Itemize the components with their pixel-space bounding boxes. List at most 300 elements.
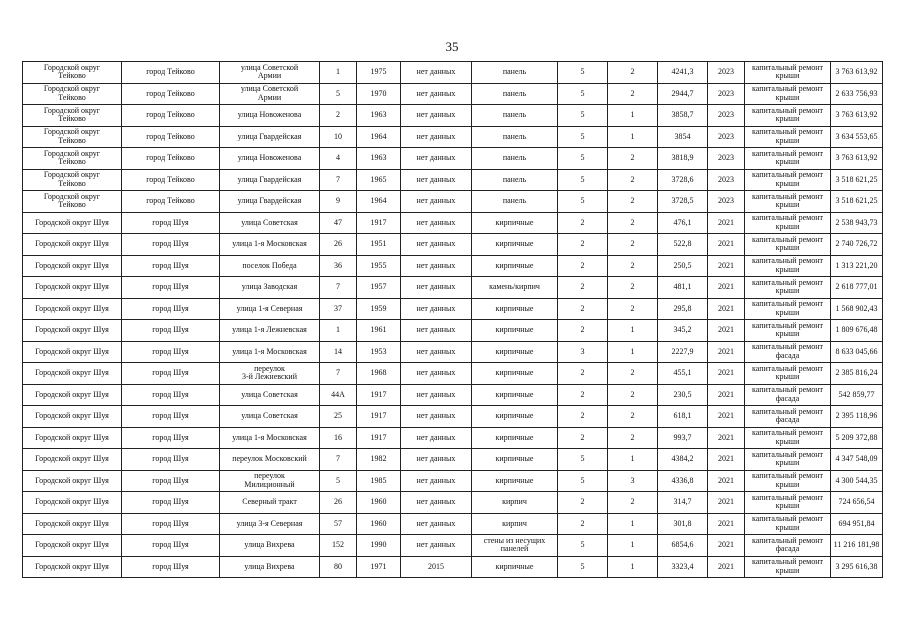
- cell-house-number: 25: [320, 406, 357, 428]
- table-row: [23, 234, 883, 256]
- cell-municipality: Городской округ Шуя: [23, 255, 122, 277]
- cell-wall-material: кирпичные: [472, 255, 558, 277]
- cell-house-number: 44А: [320, 384, 357, 406]
- cell-entrances: 1: [608, 556, 658, 578]
- cell-cost: 1 313 221,20: [831, 255, 883, 277]
- cell-planned-year: 2023: [708, 105, 745, 127]
- cell-planned-year: 2023: [708, 83, 745, 105]
- cell-street: улица Новоженова: [220, 105, 320, 127]
- cell-municipality: Городской округ Шуя: [23, 277, 122, 299]
- cell-work-type: капитальный ремонт крыши: [745, 234, 831, 256]
- cell-year-last-repair: нет данных: [401, 427, 472, 449]
- cell-work-type: капитальный ремонт крыши: [745, 191, 831, 213]
- cell-house-number: 57: [320, 513, 357, 535]
- cell-floors: 5: [558, 83, 608, 105]
- cell-street: улица Вихрева: [220, 535, 320, 557]
- cell-street: улица Новоженова: [220, 148, 320, 170]
- table-row: [23, 449, 883, 471]
- cell-house-number: 9: [320, 191, 357, 213]
- cell-cost: 3 763 613,92: [831, 105, 883, 127]
- cell-year-built: 1963: [357, 148, 401, 170]
- cell-house-number: 37: [320, 298, 357, 320]
- cell-area: 250,5: [658, 255, 708, 277]
- cell-settlement: город Тейково: [122, 83, 220, 105]
- cell-floors: 2: [558, 513, 608, 535]
- table-row: [23, 535, 883, 557]
- cell-area: 3728,6: [658, 169, 708, 191]
- cell-settlement: город Шуя: [122, 384, 220, 406]
- cell-floors: 2: [558, 406, 608, 428]
- cell-year-last-repair: нет данных: [401, 169, 472, 191]
- cell-settlement: город Шуя: [122, 556, 220, 578]
- cell-settlement: город Шуя: [122, 427, 220, 449]
- cell-municipality: Городской округ Шуя: [23, 449, 122, 471]
- cell-planned-year: 2021: [708, 341, 745, 363]
- cell-area: 4241,3: [658, 62, 708, 84]
- cell-area: 993,7: [658, 427, 708, 449]
- cell-wall-material: кирпичные: [472, 427, 558, 449]
- cell-area: 522,8: [658, 234, 708, 256]
- cell-work-type: капитальный ремонт крыши: [745, 212, 831, 234]
- cell-street: улица Советская: [220, 406, 320, 428]
- cell-municipality: Городской округ Шуя: [23, 234, 122, 256]
- cell-planned-year: 2021: [708, 535, 745, 557]
- cell-cost: 2 633 756,93: [831, 83, 883, 105]
- cell-area: 230,5: [658, 384, 708, 406]
- cell-cost: 3 763 613,92: [831, 62, 883, 84]
- cell-entrances: 2: [608, 83, 658, 105]
- cell-year-last-repair: нет данных: [401, 406, 472, 428]
- cell-floors: 5: [558, 535, 608, 557]
- cell-settlement: город Шуя: [122, 535, 220, 557]
- cell-year-built: 1917: [357, 212, 401, 234]
- cell-year-last-repair: нет данных: [401, 148, 472, 170]
- cell-work-type: капитальный ремонт крыши: [745, 492, 831, 514]
- cell-street: переулок Милиционный: [220, 470, 320, 492]
- cell-street: улица Советская: [220, 384, 320, 406]
- cell-municipality: Городской округ Шуя: [23, 212, 122, 234]
- table-row: [23, 470, 883, 492]
- cell-planned-year: 2021: [708, 427, 745, 449]
- cell-street: улица 1-я Лежневская: [220, 320, 320, 342]
- cell-entrances: 2: [608, 363, 658, 385]
- cell-settlement: город Шуя: [122, 234, 220, 256]
- cell-house-number: 5: [320, 83, 357, 105]
- cell-entrances: 1: [608, 105, 658, 127]
- cell-work-type: капитальный ремонт фасада: [745, 535, 831, 557]
- cell-municipality: Городской округ Тейково: [23, 62, 122, 84]
- cell-year-built: 1985: [357, 470, 401, 492]
- cell-work-type: капитальный ремонт крыши: [745, 427, 831, 449]
- cell-floors: 5: [558, 148, 608, 170]
- cell-street: улица Советской Армии: [220, 62, 320, 84]
- cell-street: улица 3-я Северная: [220, 513, 320, 535]
- cell-wall-material: кирпичные: [472, 212, 558, 234]
- cell-street: улица Гвардейская: [220, 169, 320, 191]
- cell-cost: 3 518 621,25: [831, 169, 883, 191]
- cell-year-last-repair: нет данных: [401, 212, 472, 234]
- cell-work-type: капитальный ремонт крыши: [745, 363, 831, 385]
- cell-entrances: 2: [608, 384, 658, 406]
- cell-house-number: 2: [320, 105, 357, 127]
- cell-year-built: 1955: [357, 255, 401, 277]
- cell-area: 3858,7: [658, 105, 708, 127]
- cell-area: 2944,7: [658, 83, 708, 105]
- table-row: [23, 83, 883, 105]
- cell-area: 301,8: [658, 513, 708, 535]
- cell-planned-year: 2023: [708, 169, 745, 191]
- cell-cost: 724 656,54: [831, 492, 883, 514]
- table-body: [23, 62, 883, 578]
- cell-wall-material: кирпичные: [472, 341, 558, 363]
- cell-settlement: город Шуя: [122, 277, 220, 299]
- cell-work-type: капитальный ремонт крыши: [745, 62, 831, 84]
- cell-work-type: капитальный ремонт крыши: [745, 298, 831, 320]
- cell-wall-material: панель: [472, 126, 558, 148]
- cell-house-number: 47: [320, 212, 357, 234]
- table-row: [23, 427, 883, 449]
- cell-floors: 3: [558, 341, 608, 363]
- cell-planned-year: 2021: [708, 492, 745, 514]
- cell-house-number: 36: [320, 255, 357, 277]
- cell-entrances: 2: [608, 62, 658, 84]
- cell-work-type: капитальный ремонт крыши: [745, 255, 831, 277]
- cell-municipality: Городской округ Шуя: [23, 363, 122, 385]
- cell-floors: 2: [558, 277, 608, 299]
- cell-street: Северный тракт: [220, 492, 320, 514]
- cell-street: переулок 3-й Лежневский: [220, 363, 320, 385]
- cell-municipality: Городской округ Шуя: [23, 470, 122, 492]
- cell-year-last-repair: нет данных: [401, 126, 472, 148]
- cell-year-built: 1951: [357, 234, 401, 256]
- cell-settlement: город Шуя: [122, 363, 220, 385]
- cell-floors: 2: [558, 492, 608, 514]
- cell-cost: 1 568 902,43: [831, 298, 883, 320]
- cell-floors: 5: [558, 191, 608, 213]
- cell-municipality: Городской округ Шуя: [23, 384, 122, 406]
- cell-work-type: капитальный ремонт крыши: [745, 449, 831, 471]
- cell-entrances: 2: [608, 191, 658, 213]
- cell-floors: 5: [558, 556, 608, 578]
- cell-municipality: Городской округ Шуя: [23, 556, 122, 578]
- cell-work-type: капитальный ремонт крыши: [745, 169, 831, 191]
- table-row: [23, 406, 883, 428]
- cell-area: 4336,8: [658, 470, 708, 492]
- cell-house-number: 152: [320, 535, 357, 557]
- cell-year-built: 1968: [357, 363, 401, 385]
- cell-settlement: город Шуя: [122, 449, 220, 471]
- cell-house-number: 26: [320, 492, 357, 514]
- table-row: [23, 363, 883, 385]
- cell-entrances: 1: [608, 513, 658, 535]
- cell-floors: 5: [558, 449, 608, 471]
- cell-area: 295,8: [658, 298, 708, 320]
- cell-year-last-repair: нет данных: [401, 255, 472, 277]
- cell-cost: 3 295 616,38: [831, 556, 883, 578]
- cell-floors: 2: [558, 298, 608, 320]
- cell-planned-year: 2023: [708, 148, 745, 170]
- cell-year-built: 1964: [357, 126, 401, 148]
- cell-cost: 2 538 943,73: [831, 212, 883, 234]
- cell-area: 6854,6: [658, 535, 708, 557]
- table-row: [23, 126, 883, 148]
- cell-wall-material: кирпичные: [472, 234, 558, 256]
- cell-street: поселок Победа: [220, 255, 320, 277]
- cell-wall-material: панель: [472, 83, 558, 105]
- cell-house-number: 7: [320, 169, 357, 191]
- cell-cost: 4 347 548,09: [831, 449, 883, 471]
- cell-entrances: 2: [608, 212, 658, 234]
- cell-year-built: 1959: [357, 298, 401, 320]
- cell-planned-year: 2021: [708, 449, 745, 471]
- cell-municipality: Городской округ Тейково: [23, 126, 122, 148]
- cell-house-number: 26: [320, 234, 357, 256]
- cell-wall-material: панель: [472, 169, 558, 191]
- cell-settlement: город Шуя: [122, 320, 220, 342]
- cell-entrances: 1: [608, 535, 658, 557]
- cell-cost: 11 216 181,98: [831, 535, 883, 557]
- cell-municipality: Городской округ Шуя: [23, 513, 122, 535]
- cell-entrances: 2: [608, 492, 658, 514]
- cell-planned-year: 2021: [708, 513, 745, 535]
- cell-year-built: 1970: [357, 83, 401, 105]
- cell-area: 3818,9: [658, 148, 708, 170]
- cell-year-last-repair: нет данных: [401, 384, 472, 406]
- cell-year-built: 1953: [357, 341, 401, 363]
- cell-year-built: 1917: [357, 406, 401, 428]
- cell-floors: 5: [558, 470, 608, 492]
- cell-year-built: 1957: [357, 277, 401, 299]
- table-row: [23, 298, 883, 320]
- cell-cost: 2 385 816,24: [831, 363, 883, 385]
- cell-area: 618,1: [658, 406, 708, 428]
- cell-municipality: Городской округ Тейково: [23, 105, 122, 127]
- cell-street: улица Гвардейская: [220, 191, 320, 213]
- cell-floors: 2: [558, 212, 608, 234]
- cell-wall-material: панель: [472, 62, 558, 84]
- cell-floors: 2: [558, 255, 608, 277]
- cell-year-built: 1965: [357, 169, 401, 191]
- cell-area: 345,2: [658, 320, 708, 342]
- cell-work-type: капитальный ремонт фасада: [745, 341, 831, 363]
- cell-year-last-repair: нет данных: [401, 191, 472, 213]
- cell-year-built: 1960: [357, 513, 401, 535]
- cell-year-last-repair: нет данных: [401, 83, 472, 105]
- cell-entrances: 2: [608, 234, 658, 256]
- cell-planned-year: 2021: [708, 212, 745, 234]
- cell-work-type: капитальный ремонт фасада: [745, 406, 831, 428]
- cell-year-last-repair: нет данных: [401, 234, 472, 256]
- cell-area: 481,1: [658, 277, 708, 299]
- cell-entrances: 1: [608, 126, 658, 148]
- cell-year-built: 1960: [357, 492, 401, 514]
- cell-year-last-repair: нет данных: [401, 513, 472, 535]
- cell-municipality: Городской округ Шуя: [23, 298, 122, 320]
- cell-cost: 2 395 118,96: [831, 406, 883, 428]
- cell-year-built: 1964: [357, 191, 401, 213]
- cell-floors: 2: [558, 384, 608, 406]
- cell-planned-year: 2023: [708, 126, 745, 148]
- cell-year-last-repair: нет данных: [401, 535, 472, 557]
- cell-planned-year: 2021: [708, 277, 745, 299]
- cell-floors: 2: [558, 234, 608, 256]
- cell-work-type: капитальный ремонт крыши: [745, 277, 831, 299]
- cell-planned-year: 2021: [708, 255, 745, 277]
- cell-entrances: 2: [608, 277, 658, 299]
- cell-street: улица 1-я Московская: [220, 234, 320, 256]
- cell-cost: 3 634 553,65: [831, 126, 883, 148]
- cell-cost: 2 740 726,72: [831, 234, 883, 256]
- cell-cost: 1 809 676,48: [831, 320, 883, 342]
- cell-wall-material: кирпичные: [472, 470, 558, 492]
- cell-year-built: 1963: [357, 105, 401, 127]
- cell-floors: 2: [558, 427, 608, 449]
- table-row: [23, 255, 883, 277]
- cell-settlement: город Шуя: [122, 341, 220, 363]
- cell-planned-year: 2023: [708, 191, 745, 213]
- cell-entrances: 1: [608, 320, 658, 342]
- table-row: [23, 105, 883, 127]
- table-row: [23, 341, 883, 363]
- cell-settlement: город Тейково: [122, 126, 220, 148]
- cell-street: переулок Московский: [220, 449, 320, 471]
- cell-planned-year: 2021: [708, 384, 745, 406]
- cell-wall-material: кирпичные: [472, 556, 558, 578]
- cell-area: 314,7: [658, 492, 708, 514]
- cell-settlement: город Шуя: [122, 255, 220, 277]
- cell-floors: 2: [558, 320, 608, 342]
- cell-year-built: 1971: [357, 556, 401, 578]
- cell-wall-material: кирпичные: [472, 298, 558, 320]
- cell-settlement: город Тейково: [122, 105, 220, 127]
- cell-cost: 5 209 372,88: [831, 427, 883, 449]
- cell-work-type: капитальный ремонт крыши: [745, 320, 831, 342]
- cell-municipality: Городской округ Шуя: [23, 406, 122, 428]
- cell-work-type: капитальный ремонт крыши: [745, 126, 831, 148]
- cell-work-type: капитальный ремонт крыши: [745, 470, 831, 492]
- cell-wall-material: стены из несущих панелей: [472, 535, 558, 557]
- cell-floors: 5: [558, 105, 608, 127]
- cell-wall-material: панель: [472, 191, 558, 213]
- cell-work-type: капитальный ремонт крыши: [745, 513, 831, 535]
- cell-municipality: Городской округ Шуя: [23, 320, 122, 342]
- table-row: [23, 191, 883, 213]
- cell-street: улица 1-я Московская: [220, 341, 320, 363]
- cell-year-last-repair: нет данных: [401, 492, 472, 514]
- cell-cost: 4 300 544,35: [831, 470, 883, 492]
- cell-year-last-repair: нет данных: [401, 298, 472, 320]
- cell-planned-year: 2021: [708, 234, 745, 256]
- cell-entrances: 2: [608, 406, 658, 428]
- cell-house-number: 10: [320, 126, 357, 148]
- cell-entrances: 2: [608, 148, 658, 170]
- cell-wall-material: кирпичные: [472, 363, 558, 385]
- cell-house-number: 4: [320, 148, 357, 170]
- cell-year-built: 1961: [357, 320, 401, 342]
- cell-wall-material: кирпич: [472, 513, 558, 535]
- cell-street: улица 1-я Северная: [220, 298, 320, 320]
- cell-year-last-repair: нет данных: [401, 363, 472, 385]
- cell-street: улица 1-я Московская: [220, 427, 320, 449]
- cell-year-built: 1917: [357, 384, 401, 406]
- cell-settlement: город Тейково: [122, 191, 220, 213]
- cell-house-number: 7: [320, 449, 357, 471]
- cell-street: улица Вихрева: [220, 556, 320, 578]
- cell-cost: 3 763 613,92: [831, 148, 883, 170]
- cell-year-last-repair: нет данных: [401, 449, 472, 471]
- cell-street: улица Советская: [220, 212, 320, 234]
- table-row: [23, 212, 883, 234]
- table-row: [23, 556, 883, 578]
- cell-cost: 542 859,77: [831, 384, 883, 406]
- cell-planned-year: 2021: [708, 298, 745, 320]
- cell-entrances: 1: [608, 449, 658, 471]
- cell-year-last-repair: нет данных: [401, 277, 472, 299]
- cell-settlement: город Шуя: [122, 513, 220, 535]
- cell-municipality: Городской округ Шуя: [23, 341, 122, 363]
- cell-planned-year: 2021: [708, 470, 745, 492]
- cell-cost: 694 951,84: [831, 513, 883, 535]
- cell-wall-material: кирпичные: [472, 384, 558, 406]
- cell-area: 2227,9: [658, 341, 708, 363]
- cell-entrances: 2: [608, 169, 658, 191]
- cell-wall-material: панель: [472, 148, 558, 170]
- cell-work-type: капитальный ремонт крыши: [745, 148, 831, 170]
- cell-work-type: капитальный ремонт фасада: [745, 384, 831, 406]
- cell-floors: 5: [558, 169, 608, 191]
- cell-year-last-repair: нет данных: [401, 320, 472, 342]
- table-row: [23, 148, 883, 170]
- cell-year-last-repair: нет данных: [401, 470, 472, 492]
- cell-cost: 8 633 045,66: [831, 341, 883, 363]
- cell-street: улица Советской Армии: [220, 83, 320, 105]
- cell-settlement: город Шуя: [122, 212, 220, 234]
- cell-entrances: 2: [608, 255, 658, 277]
- table-row: [23, 513, 883, 535]
- table-row: [23, 62, 883, 84]
- cell-area: 3728,5: [658, 191, 708, 213]
- cell-municipality: Городской округ Тейково: [23, 148, 122, 170]
- cell-year-built: 1982: [357, 449, 401, 471]
- cell-area: 4384,2: [658, 449, 708, 471]
- cell-entrances: 3: [608, 470, 658, 492]
- table-row: [23, 492, 883, 514]
- cell-house-number: 5: [320, 470, 357, 492]
- cell-year-last-repair: нет данных: [401, 62, 472, 84]
- cell-work-type: капитальный ремонт крыши: [745, 556, 831, 578]
- cell-settlement: город Шуя: [122, 298, 220, 320]
- table-row: [23, 320, 883, 342]
- page-number: 35: [445, 39, 459, 54]
- cell-floors: 2: [558, 363, 608, 385]
- cell-year-last-repair: нет данных: [401, 105, 472, 127]
- cell-planned-year: 2023: [708, 62, 745, 84]
- cell-wall-material: панель: [472, 105, 558, 127]
- cell-entrances: 2: [608, 298, 658, 320]
- cell-entrances: 2: [608, 427, 658, 449]
- cell-planned-year: 2021: [708, 363, 745, 385]
- cell-street: улица Гвардейская: [220, 126, 320, 148]
- cell-municipality: Городской округ Шуя: [23, 492, 122, 514]
- cell-municipality: Городской округ Тейково: [23, 83, 122, 105]
- cell-wall-material: кирпичные: [472, 320, 558, 342]
- cell-area: 455,1: [658, 363, 708, 385]
- cell-area: 476,1: [658, 212, 708, 234]
- cell-year-built: 1990: [357, 535, 401, 557]
- cell-area: 3323,4: [658, 556, 708, 578]
- cell-settlement: город Шуя: [122, 470, 220, 492]
- cell-work-type: капитальный ремонт крыши: [745, 105, 831, 127]
